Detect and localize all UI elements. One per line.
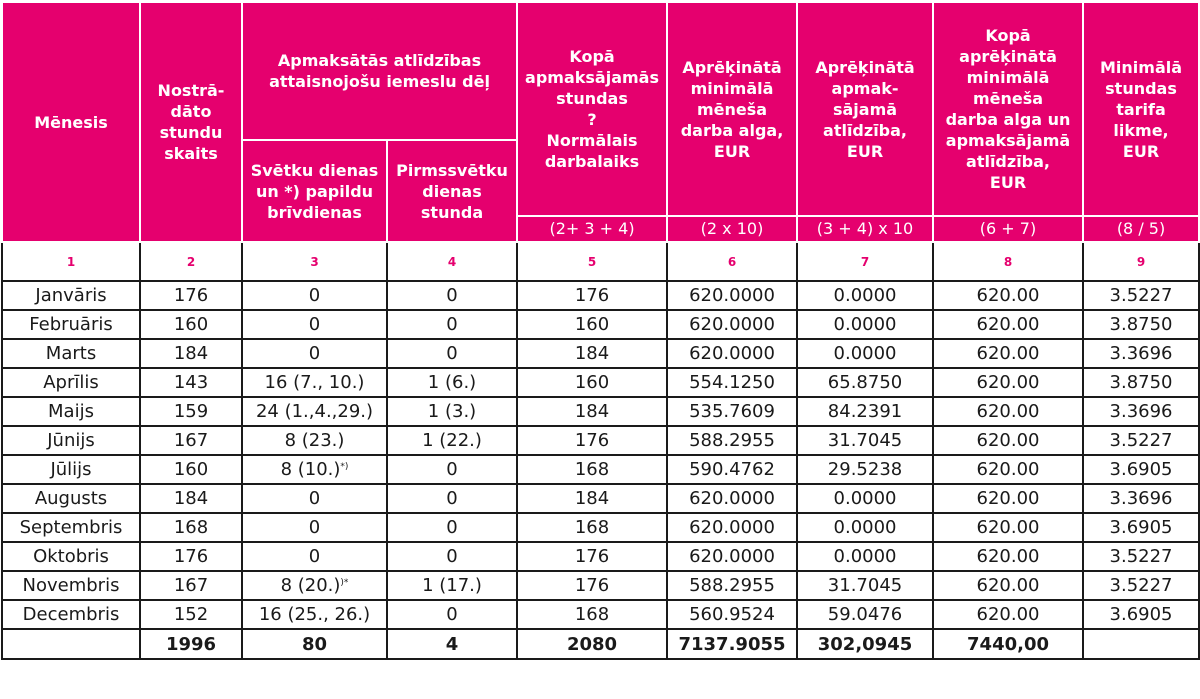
total-month [2,629,140,659]
worked-cell [140,455,242,484]
total-cell [933,484,1083,513]
payable-cell [797,455,933,484]
payable-cell [797,310,933,339]
holidays-cell-value: 8 (20.) [280,575,341,596]
total-cell-value: 620.00 [976,488,1040,509]
rate-cell-value: 3.3696 [1109,343,1173,364]
total-hours-cell [517,484,667,513]
wage-cell [667,455,797,484]
table-row [2,339,1199,368]
total-cell [933,542,1083,571]
pre-holiday-cell [387,426,517,455]
header-total-paid-hours: Kopā apmaksājamās stundas ? Normālais darbalaiks [517,2,667,216]
payable-cell [797,368,933,397]
pre-holiday-cell-value: 0 [446,459,458,480]
rate-cell-value: 3.5227 [1109,285,1173,306]
total-hours-cell [517,339,667,368]
holidays-cell [242,397,387,426]
total-hours-cell-value: 176 [574,430,610,451]
header-worked-hours: Nostrā- dāto stundu skaits [140,2,242,242]
pre-holiday-cell-value: 1 (22.) [422,430,482,451]
holidays-cell-value: 0 [308,546,321,567]
total-cell-value: 620.00 [976,314,1040,335]
holidays-cell [242,513,387,542]
month-rows [2,281,1199,629]
total-hours-cell-value: 168 [574,604,610,625]
pre-holiday-cell [387,484,517,513]
table-row [2,600,1199,629]
total-hours-cell [517,513,667,542]
payable-cell-value: 31.7045 [827,575,903,596]
total-cell-value: 620.00 [976,285,1040,306]
rate-cell-value: 3.6905 [1109,517,1173,538]
column-number: 2 [140,242,242,281]
total-cell [933,310,1083,339]
month-cell [2,513,140,542]
formula-min-hour-rate: (8 / 5) [1083,216,1199,242]
formula-calc-payable: (3 + 4) x 10 [797,216,933,242]
total-hours-cell [517,397,667,426]
pre-holiday-cell-value: 1 (17.) [422,575,482,596]
pre-holiday-cell-value: 0 [446,546,458,567]
total-cell [933,455,1083,484]
total-cell-value: 620.00 [976,604,1040,625]
worked-cell-value: 168 [173,517,209,538]
pre-holiday-cell [387,513,517,542]
month-cell-value: Augusts [34,488,108,509]
total-hours-cell [517,455,667,484]
pre-holiday-cell [387,310,517,339]
total-cell [933,368,1083,397]
totals-row [2,629,1199,659]
header-month: Mēnesis [2,2,140,242]
month-cell-value: Septembris [19,517,123,538]
total-hours-cell-value: 160 [574,372,610,393]
rate-cell [1083,542,1199,571]
footnote-marker: *) [340,462,349,472]
column-number: 8 [933,242,1083,281]
worked-cell-value: 167 [173,430,209,451]
pre-holiday-cell [387,339,517,368]
wage-cell-value: 560.9524 [689,604,775,625]
month-cell [2,397,140,426]
holidays-cell-value: 24 (1.,4.,29.) [255,401,374,422]
total-hours-cell-value: 168 [574,459,610,480]
total-worked: 1996 [140,629,242,659]
header-min-hour-rate: Minimālā stundas tarifa likme, EUR [1083,2,1199,216]
total-hours-cell-value: 184 [574,343,610,364]
wage-cell-value: 588.2955 [689,430,775,451]
month-cell [2,426,140,455]
payable-cell-value: 59.0476 [827,604,903,625]
holidays-cell-value: 0 [308,314,321,335]
rate-cell-value: 3.3696 [1109,488,1173,509]
month-cell-value: Marts [45,343,97,364]
payable-cell [797,513,933,542]
total-hours-cell [517,542,667,571]
payable-cell-value: 29.5238 [827,459,903,480]
rate-cell [1083,571,1199,600]
column-number: 5 [517,242,667,281]
pre-holiday-cell-value: 1 (3.) [427,401,477,422]
month-cell [2,339,140,368]
total-hours-cell [517,600,667,629]
total-cell [933,426,1083,455]
holidays-cell-value: 16 (7., 10.) [264,372,365,393]
table-row [2,281,1199,310]
rate-cell-value: 3.6905 [1109,604,1173,625]
wage-cell [667,368,797,397]
wage-cell-value: 590.4762 [689,459,775,480]
month-cell [2,281,140,310]
wage-cell [667,600,797,629]
payable-cell-value: 65.8750 [827,372,903,393]
payable-cell-value: 0.0000 [833,517,897,538]
wage-cell [667,426,797,455]
month-cell [2,600,140,629]
pre-holiday-cell [387,600,517,629]
pre-holiday-cell-value: 0 [446,343,458,364]
month-cell-value: Aprīlis [43,372,99,393]
total-wage: 7137.9055 [667,629,797,659]
formula-total-calc: (6 + 7) [933,216,1083,242]
month-cell [2,455,140,484]
table-row [2,571,1199,600]
payable-cell [797,600,933,629]
month-cell [2,368,140,397]
rate-cell [1083,339,1199,368]
footnote-marker: )* [340,578,349,588]
worked-cell [140,310,242,339]
table-row [2,397,1199,426]
header-paid-group: Apmaksātās atlīdzības attaisnojošu iemeslu dēļ [242,2,517,140]
table-row [2,542,1199,571]
wage-cell [667,542,797,571]
total-hours-cell [517,310,667,339]
table-row [2,426,1199,455]
worked-cell [140,426,242,455]
rate-cell [1083,281,1199,310]
holidays-cell-value: 0 [308,517,321,538]
pre-holiday-cell [387,397,517,426]
payable-cell-value: 0.0000 [833,285,897,306]
month-cell [2,542,140,571]
total-cell [933,339,1083,368]
rate-cell-value: 3.5227 [1109,430,1173,451]
pre-holiday-cell [387,281,517,310]
total-hours-cell-value: 160 [574,314,610,335]
pre-holiday-cell-value: 1 (6.) [427,372,477,393]
worked-cell-value: 159 [173,401,209,422]
column-number: 3 [242,242,387,281]
payable-cell [797,339,933,368]
table-row [2,455,1199,484]
worked-cell-value: 184 [173,488,209,509]
worked-cell-value: 152 [173,604,209,625]
holidays-cell-value: 16 (25., 26.) [258,604,371,625]
worked-cell-value: 160 [173,314,209,335]
payable-cell-value: 31.7045 [827,430,903,451]
payable-cell-value: 0.0000 [833,343,897,364]
worked-cell-value: 176 [173,546,209,567]
column-number: 6 [667,242,797,281]
total-hours: 2080 [517,629,667,659]
month-cell [2,571,140,600]
wage-cell-value: 620.0000 [689,546,775,567]
holidays-cell-value: 0 [308,488,321,509]
header-calc-min-wage: Aprēķinātā minimālā mēneša darba alga, EUR [667,2,797,216]
rate-cell [1083,600,1199,629]
wage-cell-value: 620.0000 [689,488,775,509]
month-cell-value: Janvāris [35,285,107,306]
minimum-wage-table [1,1,1200,660]
payable-cell [797,397,933,426]
total-hours-cell-value: 184 [574,401,610,422]
total-hours-cell-value: 184 [574,488,610,509]
pre-holiday-cell [387,542,517,571]
payable-cell-value: 0.0000 [833,488,897,509]
month-cell-value: Jūlijs [50,459,92,480]
holidays-cell-value: 8 (10.) [280,459,341,480]
worked-cell-value: 160 [173,459,209,480]
total-cell-value: 620.00 [976,372,1040,393]
payable-cell [797,571,933,600]
worked-cell [140,339,242,368]
month-cell-value: Oktobris [33,546,109,567]
total-total: 7440,00 [933,629,1083,659]
table-row [2,484,1199,513]
rate-cell-value: 3.3696 [1109,401,1173,422]
total-cell [933,600,1083,629]
total-hours-cell [517,571,667,600]
worked-cell [140,542,242,571]
total-hours-cell [517,281,667,310]
worked-cell-value: 143 [173,372,209,393]
table-header [2,2,1199,242]
holidays-cell-value: 0 [308,285,321,306]
wage-cell [667,571,797,600]
total-cell [933,513,1083,542]
total-hours-cell-value: 168 [574,517,610,538]
rate-cell-value: 3.5227 [1109,575,1173,596]
payable-cell [797,484,933,513]
month-cell [2,310,140,339]
total-cell-value: 620.00 [976,401,1040,422]
holidays-cell [242,484,387,513]
rate-cell-value: 3.8750 [1109,372,1173,393]
pre-holiday-cell-value: 0 [446,604,458,625]
wage-cell-value: 588.2955 [689,575,775,596]
total-cell [933,397,1083,426]
holidays-cell [242,368,387,397]
worked-cell [140,368,242,397]
table-row [2,368,1199,397]
column-number: 4 [387,242,517,281]
month-cell-value: Novembris [22,575,120,596]
rate-cell [1083,513,1199,542]
total-cell-value: 620.00 [976,459,1040,480]
holidays-cell [242,542,387,571]
holidays-cell [242,426,387,455]
holidays-cell-value: 8 (23.) [284,430,345,451]
wage-cell-value: 620.0000 [689,343,775,364]
payable-cell [797,281,933,310]
total-payable: 302,0945 [797,629,933,659]
header-total-calc: Kopā aprēķinātā minimālā mēneša darba alga un apmaksājamā atlīdzība, EUR [933,2,1083,216]
rate-cell [1083,455,1199,484]
wage-cell-value: 620.0000 [689,285,775,306]
wage-cell [667,281,797,310]
total-cell-value: 620.00 [976,430,1040,451]
column-number: 7 [797,242,933,281]
worked-cell [140,397,242,426]
worked-cell [140,513,242,542]
total-cell-value: 620.00 [976,575,1040,596]
wage-cell-value: 535.7609 [689,401,775,422]
rate-cell [1083,426,1199,455]
holidays-cell [242,455,387,484]
holidays-cell [242,571,387,600]
table-row [2,310,1199,339]
rate-cell [1083,310,1199,339]
total-hours-cell [517,368,667,397]
total-hours-cell-value: 176 [574,575,610,596]
pre-holiday-cell [387,455,517,484]
pre-holiday-cell-value: 0 [446,314,458,335]
total-pre-holiday: 4 [387,629,517,659]
worked-cell [140,281,242,310]
total-cell [933,281,1083,310]
worked-cell-value: 184 [173,343,209,364]
payable-cell-value: 0.0000 [833,314,897,335]
total-cell [933,571,1083,600]
rate-cell-value: 3.5227 [1109,546,1173,567]
wage-cell-value: 620.0000 [689,314,775,335]
worked-cell [140,571,242,600]
month-cell-value: Decembris [22,604,120,625]
formula-total-paid-hours: (2+ 3 + 4) [517,216,667,242]
payable-cell [797,542,933,571]
worked-cell [140,484,242,513]
pre-holiday-cell-value: 0 [446,517,458,538]
total-hours-cell [517,426,667,455]
holidays-cell-value: 0 [308,343,321,364]
wage-cell-value: 554.1250 [689,372,775,393]
worked-cell-value: 167 [173,575,209,596]
rate-cell [1083,368,1199,397]
worked-cell-value: 176 [173,285,209,306]
wage-cell-value: 620.0000 [689,517,775,538]
month-cell-value: Jūnijs [47,430,95,451]
column-number: 1 [2,242,140,281]
pre-holiday-cell [387,368,517,397]
holidays-cell [242,339,387,368]
rate-cell-value: 3.8750 [1109,314,1173,335]
wage-cell [667,484,797,513]
payable-cell [797,426,933,455]
month-cell-value: Maijs [48,401,94,422]
rate-cell-value: 3.6905 [1109,459,1173,480]
column-number-row [2,242,1199,281]
total-rate [1083,629,1199,659]
total-hours-cell-value: 176 [574,285,610,306]
month-cell-value: Februāris [29,314,113,335]
pre-holiday-cell-value: 0 [446,285,458,306]
table-body [2,242,1199,281]
total-hours-cell-value: 176 [574,546,610,567]
header-pre-holiday: Pirmssvētku dienas stunda [387,140,517,242]
header-holidays: Svētku dienas un *) papildu brīvdienas [242,140,387,242]
pre-holiday-cell-value: 0 [446,488,458,509]
holidays-cell [242,310,387,339]
pre-holiday-cell [387,571,517,600]
formula-calc-min-wage: (2 x 10) [667,216,797,242]
holidays-cell [242,600,387,629]
payable-cell-value: 84.2391 [827,401,903,422]
total-cell-value: 620.00 [976,343,1040,364]
totals-section [2,629,1199,659]
holidays-cell [242,281,387,310]
total-cell-value: 620.00 [976,517,1040,538]
wage-cell [667,397,797,426]
header-calc-payable: Aprēķinātā apmak- sājamā atlīdzība, EUR [797,2,933,216]
total-holidays: 80 [242,629,387,659]
column-number: 9 [1083,242,1199,281]
payable-cell-value: 0.0000 [833,546,897,567]
total-cell-value: 620.00 [976,546,1040,567]
wage-cell [667,339,797,368]
table-row [2,513,1199,542]
rate-cell [1083,397,1199,426]
wage-cell [667,513,797,542]
wage-cell [667,310,797,339]
rate-cell [1083,484,1199,513]
month-cell [2,484,140,513]
worked-cell [140,600,242,629]
